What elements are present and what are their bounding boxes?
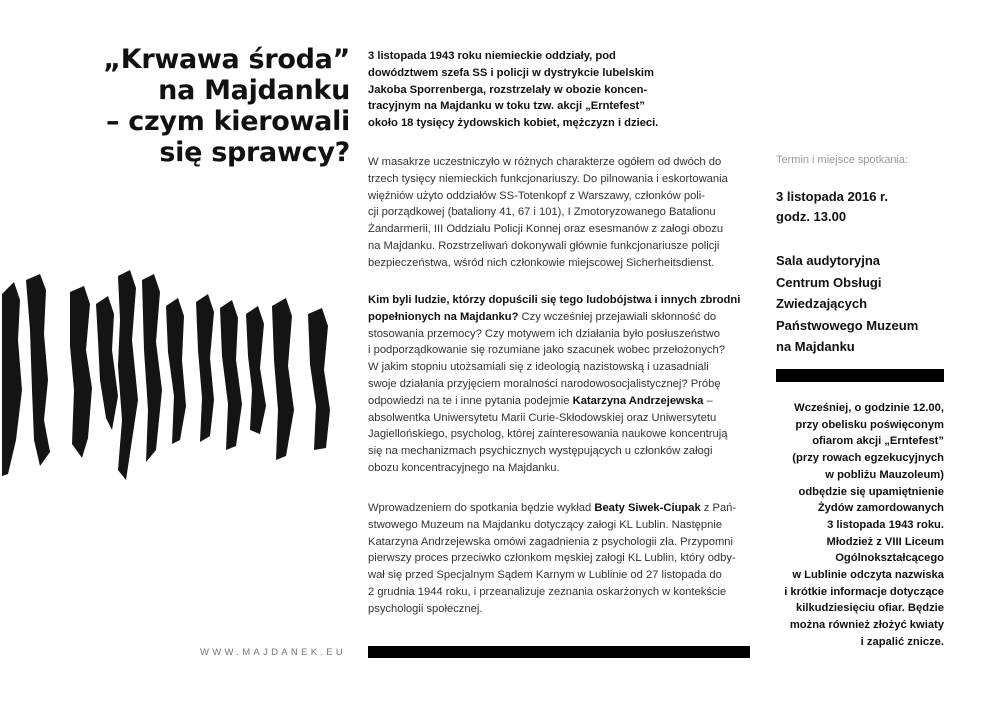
body-line: stosowania przemocy? Czy motywem ich działania było posłuszeństwo [368, 327, 720, 340]
note-line: 3 listopada 1943 roku. [827, 518, 944, 531]
note-line: Żydów zamordowanych [817, 502, 944, 515]
note-line: przy obelisku poświęconym [795, 418, 944, 431]
note-line: w Lublinie odczyta nazwiska [792, 569, 944, 582]
body-line: swoje działania przyjęciem moralności narodowosocjalistycznej? Próbę [368, 377, 721, 390]
post-shape [196, 294, 214, 442]
note-line: Młodzież z VIII Liceum [826, 535, 944, 548]
commemoration-note [776, 400, 944, 651]
post-shape [96, 296, 118, 430]
side-divider-bar [776, 369, 944, 382]
title-line: na Majdanku [158, 75, 350, 106]
post-shape [308, 308, 330, 450]
bottom-divider-bar [368, 646, 750, 658]
venue-line: Sala audytoryjna [776, 253, 881, 268]
event-venue [776, 250, 918, 358]
note-line: odbędzie się upamiętnienie [798, 485, 944, 498]
note-line: w pobliżu Mauzoleum) [825, 468, 944, 481]
note-line: kilkudziesięciu ofiar. Będzie [796, 602, 944, 615]
question-heading: popełnionych na Majdanku? [368, 310, 519, 323]
body-line: absolwentka Uniwersytetu Marii Curie-Skłodowskiej oraz Uniwersytetu [368, 411, 717, 424]
body-line: stwowego Muzeum na Majdanku dotyczący załogi KL Lublin. Następnie [368, 518, 723, 531]
venue-line: na Majdanku [776, 339, 855, 354]
post-shape [118, 270, 138, 480]
title-line: „Krwawa środa” [103, 44, 350, 75]
lead-line: 3 listopada 1943 roku niemieckie oddziały, pod [368, 50, 616, 62]
body-line: psychologii społecznej. [368, 602, 483, 615]
note-line: można również złożyć kwiaty [789, 619, 944, 632]
note-line: Wcześniej, o godzinie 12.00, [794, 402, 944, 414]
post-shape [26, 274, 50, 466]
body-line: i podporządkowanie się rozumiane jako szacunek wobec przełożonych? [368, 344, 725, 357]
lead-line: tracyjnym na Majdanku w toku tzw. akcji „Erntefest” [368, 100, 645, 113]
event-time: godz. 13.00 [776, 209, 847, 224]
wooden-posts-illustration [0, 270, 350, 480]
body-line: trzech tysięcy niemieckich funkcjonariuszy. Do pilnowania i eskortowania [368, 172, 728, 185]
body-line: 2 grudnia 1944 roku, i przeanalizuje zeznania oskarżonych w kontekście [368, 585, 727, 598]
body-paragraph-lecture [368, 500, 736, 618]
speaker-name: Katarzyna Andrzejewska [572, 394, 704, 407]
lead-line: Jakoba Sporrenberga, rozstrzelały w obozie koncen- [368, 83, 648, 96]
event-date: 3 listopada 2016 r. [776, 189, 889, 204]
body-line: bezpieczeństwa, wśród nich członkowie miejscowej Sicherheitsdienst. [368, 256, 715, 269]
post-shape [70, 286, 92, 458]
post-shape [246, 306, 266, 434]
post-shape [220, 300, 242, 450]
lecturer-name: Beaty Siwek-Ciupak [594, 502, 701, 514]
body-line: obozu koncentracyjnego na Majdanku. [368, 461, 560, 474]
note-line: i krótkie informacje dotyczące [784, 585, 944, 598]
title-line: – czym kierowali [105, 106, 350, 137]
post-shape [142, 274, 162, 462]
body-line: Katarzyna Andrzejewska omówi zagadnienia z psychologii zła. Przypomni [368, 535, 734, 548]
body-line: Żandarmerii, III Oddziału Policji Konnej oraz esesmanów z załogi obozu [368, 223, 724, 236]
website-url: WWW.MAJDANEK.EU [200, 647, 347, 658]
body-line: Jagiellońskiego, psycholog, której zainteresowania naukowe koncentrują [368, 428, 728, 441]
body-line: się na mechanizmach psychicznych występujących u członków załogi [368, 445, 713, 458]
body-paragraph-questions [368, 292, 740, 477]
body-line: popełnionych na Majdanku? Czy wcześniej przejawiali skłonność do [368, 310, 717, 323]
body-line [368, 292, 740, 309]
lead-line: około 18 tysięcy żydowskich kobiet, mężczyzn i dzieci. [368, 117, 659, 130]
body-line: W masakrze uczestniczyło w różnych charakterze ogółem od dwóch do [368, 156, 722, 168]
post-shape [166, 298, 186, 444]
question-heading: Kim byli ludzie, którzy dopuścili się tego ludobójstwa i innych zbrodni [368, 294, 741, 306]
event-datetime [776, 187, 888, 227]
note-line: ofiarom akcji „Erntefest” [812, 435, 944, 448]
event-label: Termin i miejsce spotkania: [776, 154, 909, 166]
event-info [776, 154, 948, 354]
note-line: (przy rowach egzekucyjnych [792, 452, 944, 465]
body-line: wał się przed Specjalnym Sądem Karnym w Lublinie od 27 listopada do [368, 569, 722, 582]
body-line: na Majdanku. Rozstrzeliwań dokonywali głównie funkcjonariusze policji [368, 239, 720, 252]
post-shape [2, 282, 22, 476]
lead-line: dowództwem szefa SS i policji w dystrykcie lubelskim [368, 66, 654, 79]
body-line: W jakim stopniu utożsamiali się z ideologią nazistowską i uzasadniali [368, 361, 709, 374]
note-line: i zapalić znicze. [860, 635, 944, 648]
page-title [60, 44, 350, 168]
lead-paragraph [368, 48, 658, 132]
body-line: więźniów użyto oddziałów SS-Totenkopf z Warszawy, członków poli- [368, 189, 705, 202]
note-line: Ogólnokształcącego [835, 552, 944, 565]
body-line: Wprowadzeniem do spotkania będzie wykład Beaty Siwek-Ciupak z Pań- [368, 502, 737, 514]
body-line: odpowiedzi na te i inne pytania podejmie Katarzyna Andrzejewska – [368, 394, 713, 407]
venue-line: Państwowego Muzeum [776, 317, 919, 333]
body-paragraph-perpetrators [368, 154, 728, 272]
title-line: się sprawcy? [159, 137, 350, 168]
post-shape [272, 298, 294, 460]
venue-line: Centrum Obsługi [776, 274, 882, 290]
body-line: pierwszy proces przeciwko członkom męskiej załogi KL Lublin, który odby- [368, 552, 736, 565]
body-line: cji porządkowej (bataliony 41, 67 i 101), I Zmotoryzowanego Batalionu [368, 206, 716, 219]
venue-line: Zwiedzających [776, 296, 868, 311]
